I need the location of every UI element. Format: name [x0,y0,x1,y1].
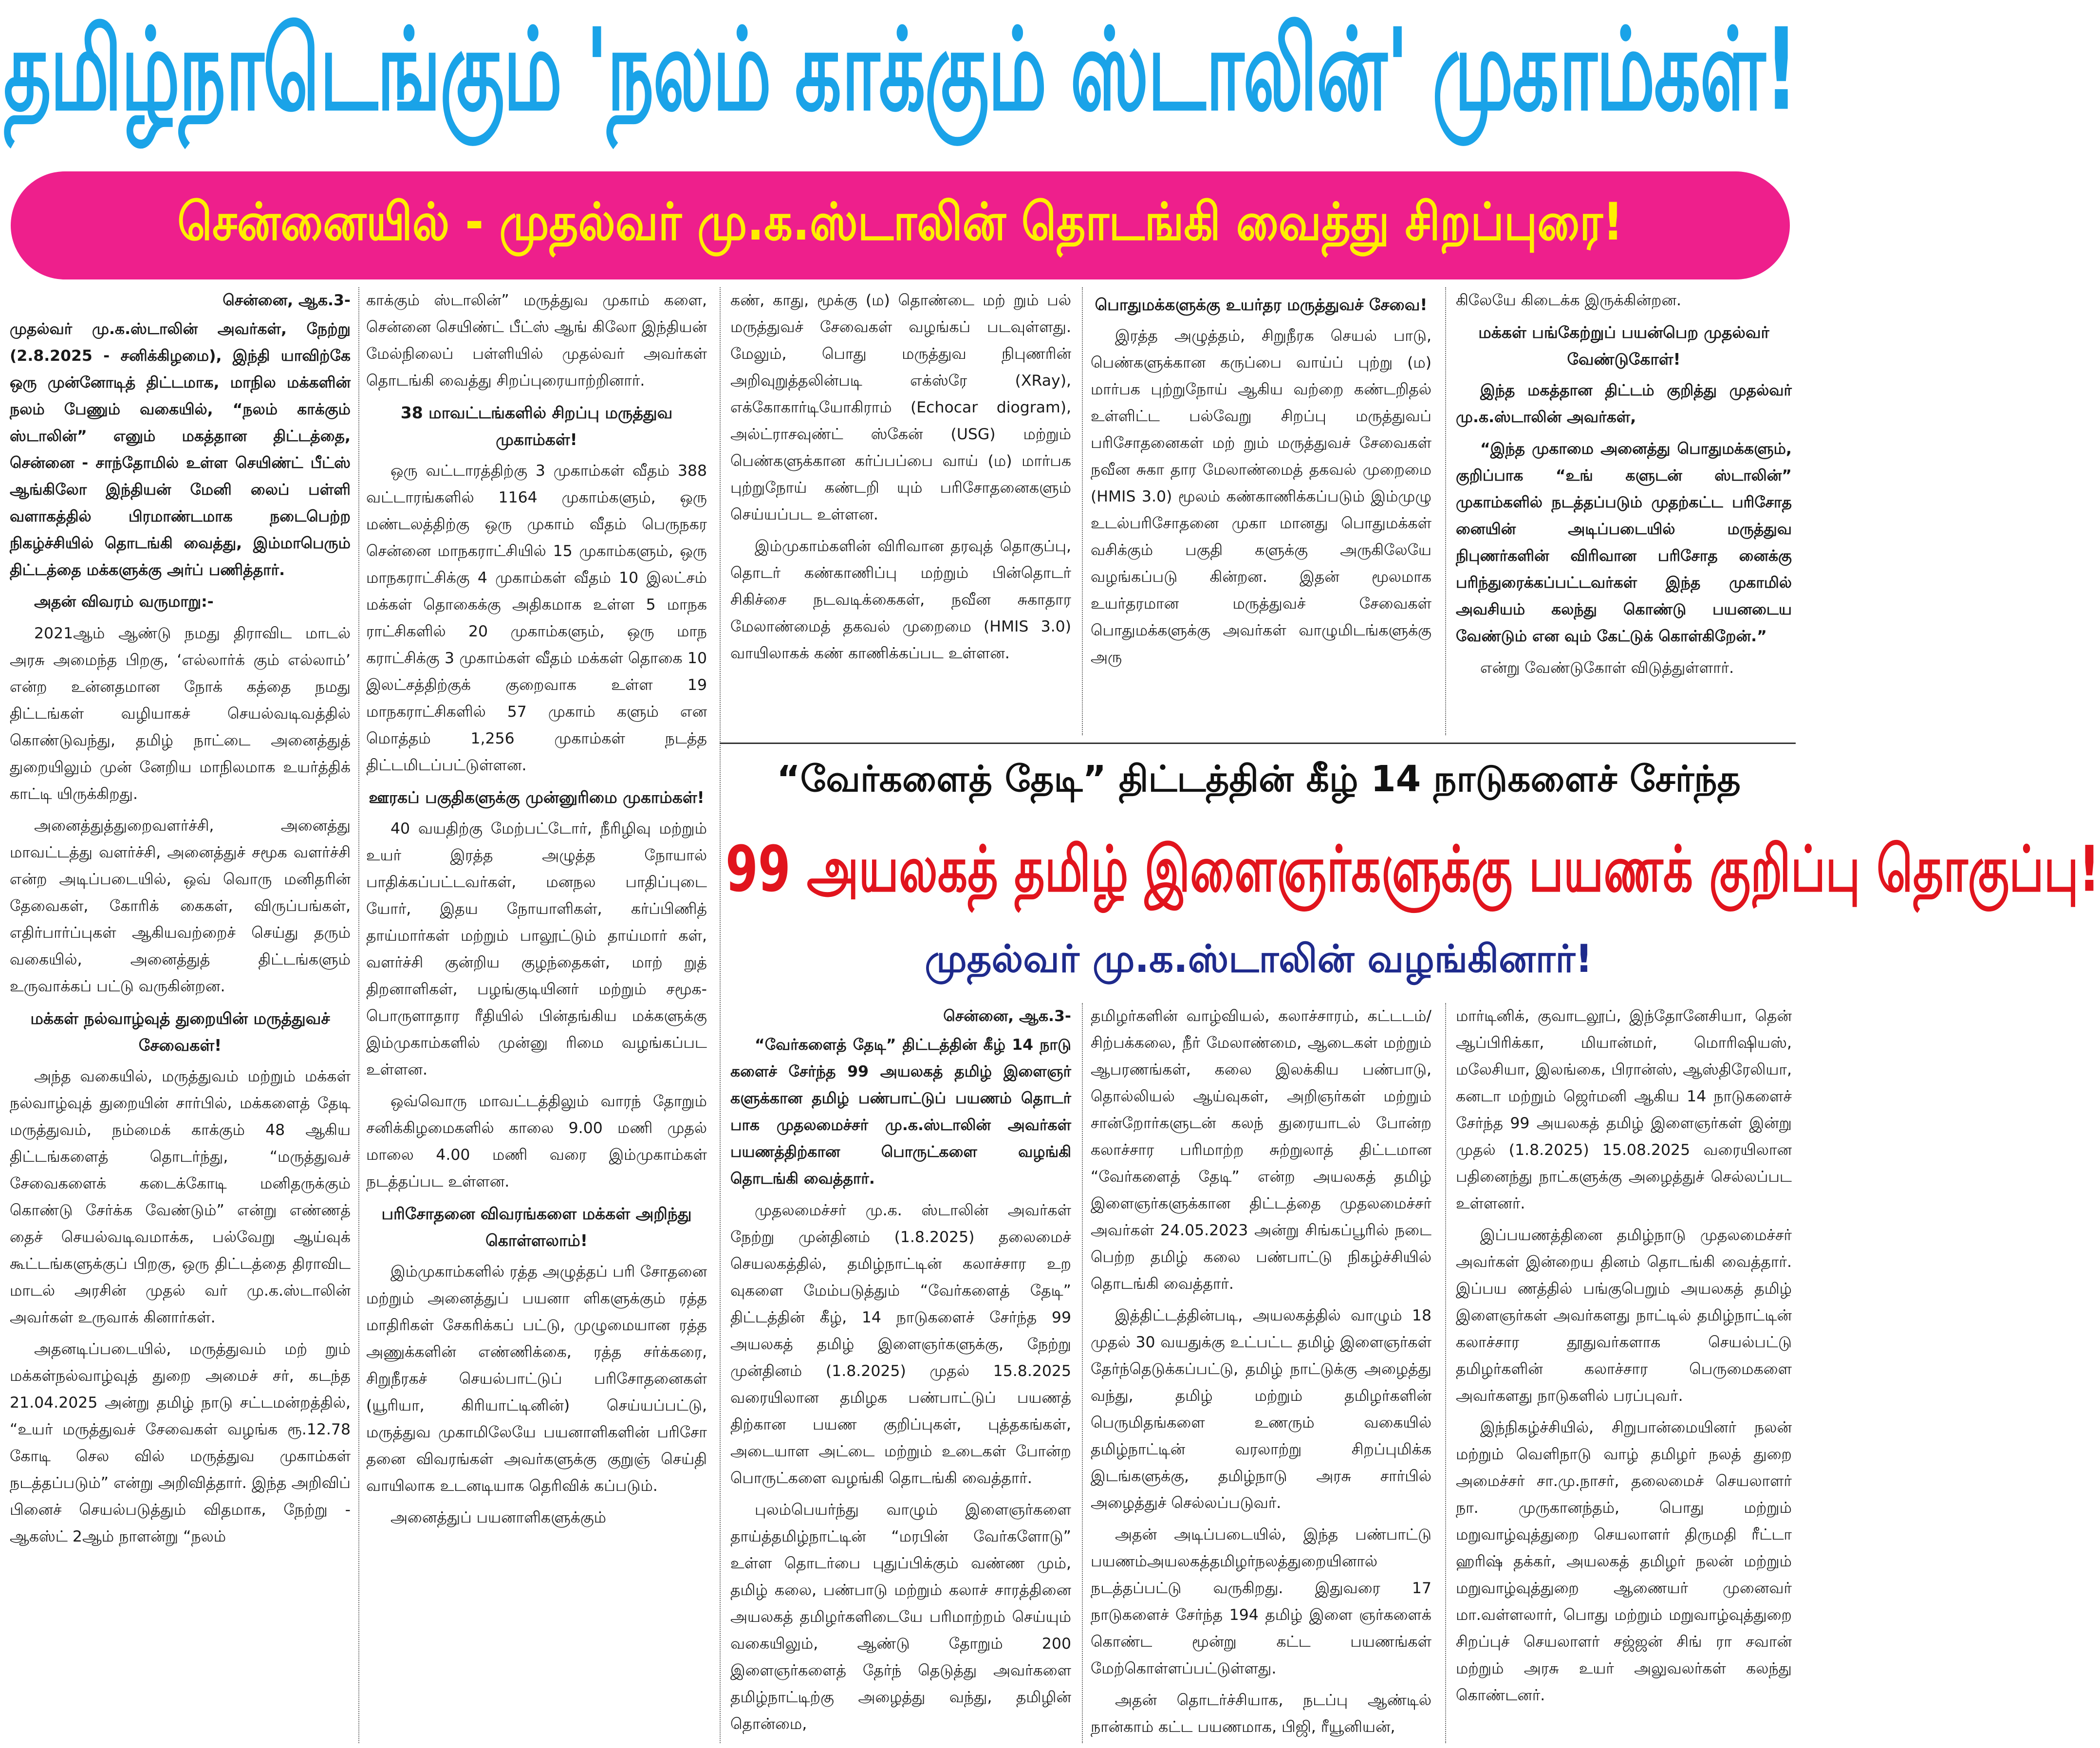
dateline: சென்னை, ஆக.3- [943,1007,1071,1025]
paragraph: கண், காது, மூக்கு (ம) தொண்டை மற் றும் பல் மருத்துவச் சேவைகள் வழங்கப் படவுள்ளது. மேலும், பொது மருத்துவ நிபுணரின் அறிவுறுத்தலின்படி எக்ஸ்ரே (XRay), எக்கோகார்டியோகிராம் (Echocar diogram), அல்ட்ராசவுண்ட் ஸ்கேன் (USG) மற்றும் பெண்களுக்கான கர்ப்பப்பை வாய் (ம) மார்பக புற்றுநோய் கண்டறி யும் பரிசோதனைகளும் செய்யப்பட உள்ளன. [730,292,1071,523]
paragraph: அதன் தொடர்ச்சியாக, நடப்பு ஆண்டில் நான்காம் கட்ட பயணமாக, பிஜி, ரீயூனியன், [1091,1692,1431,1736]
article-column-1 [10,287,351,1743]
lead-paragraph: “வேர்களைத் தேடி” திட்டத்தின் கீழ் 14 நாடு களைச் சேர்ந்த 99 அயலகத் தமிழ் இளைஞர் களுக்கான தமிழ் பண்பாட்டுப் பயணம் தொடர் பாக முதலமைச்சர் மு.க.ஸ்டாலின் அவர்கள் பயணத்திற்கான பொருட்களை வழங்கி தொடங்கி வைத்தார். [730,1036,1071,1188]
paragraph: ஒரு வட்டாரத்திற்கு 3 முகாம்கள் வீதம் 388 வட்டாரங்களில் 1164 முகாம்களும், ஒரு மண்டலத்திற்கு ஒரு முகாம் வீதம் பெருநகர சென்னை மாநகராட்சியில் 15 முகாம்களும், ஒரு மாநகராட்சிக்கு 4 முகாம்கள் வீதம் 10 இலட்சம் மக்கள் தொகைக்கு அதிகமாக உள்ள 5 மாநக ராட்சிகளில் 20 முகாம்களும், ஒரு மாந கராட்சிக்கு 3 முகாம்கள் வீதம் மக்கள் தொகை 10 இலட்சத்திற்குக் குறைவாக உள்ள 19 மாநகராட்சிகளில் 57 முகாம் களும் என மொத்தம் 1,256 முகாம்கள் நடத்த திட்டமிடப்பட்டுள்ளன. [366,462,707,774]
intro-line: அதன் விவரம் வருமாறு:- [34,593,214,611]
column-divider [358,287,359,1743]
paragraph: அந்த வகையில், மருத்துவம் மற்றும் மக்கள் நல்வாழ்வுத் துறையின் சார்பில், மக்களைத் தேடி மருத்துவம், நம்மைக் காக்கும் 48 ஆகிய திட்டங்களைத் தொடர்ந்து, “மருத்துவச் சேவைகளைக் கடைக்கோடி மனிதருக்கும் கொண்டு சேர்க்க வேண்டும்” என்று எண்ணத் தைச் செயல்வடிவமாக்க, பல்வேறு ஆய்வுக் கூட்டங்களுக்குப் பிறகு, ஒரு திட்டத்தை திராவிட மாடல் அரசின் முதல் வர் மு.க.ஸ்டாலின் அவர்கள் உருவாக் கினார்கள். [10,1068,351,1326]
story-divider [720,743,1796,744]
paragraph: ஒவ்வொரு மாவட்டத்திலும் வாரந் தோறும் சனிக்கிழமைகளில் காலை 9.00 மணி முதல் மாலை 4.00 மணி வரை இம்முகாம்கள் நடத்தப்பட உள்ளன. [366,1093,707,1190]
article-column-6 [730,1003,1071,1743]
subheading: பரிசோதனை விவரங்களை மக்கள் அறிந்து கொள்ளலாம்! [381,1204,692,1250]
subheading: பொதுமக்களுக்கு உயர்தர மருத்துவச் சேவை! [1095,295,1428,314]
paragraph: அதன் அடிப்படையில், இந்த பண்பாட்டு பயணம்அயலகத்தமிழர்நலத்துறையினால் நடத்தப்பட்டு வருகிறது. இதுவரை 17 நாடுகளைச் சேர்ந்த 194 தமிழ் இளை ஞர்களைக் கொண்ட மூன்று கட்ட பயணங்கள் மேற்கொள்ளப்பட்டுள்ளது. [1091,1526,1431,1677]
paragraph: முதலமைச்சர் மு.க. ஸ்டாலின் அவர்கள் நேற்று முன்தினம் (1.8.2025) தலைமைச் செயலகத்தில், தமிழ்நாட்டின் கலாச்சார உற வுகளை மேம்படுத்தும் “வேர்களைத் தேடி” திட்டத்தின் கீழ், 14 நாடுகளைச் சேர்ந்த 99 அயலகத் தமிழ் இளைஞர்களுக்கு, நேற்று முன்தினம் (1.8.2025) முதல் 15.8.2025 வரையிலான தமிழக பண்பாட்டுப் பயணத் திற்கான பயண குறிப்புகள், புத்தகங்கள், அடையாள அட்டை மற்றும் உடைகள் போன்ற பொருட்களை வழங்கி தொடங்கி வைத்தார். [730,1202,1071,1487]
column-divider [1082,1003,1083,1743]
paragraph: இரத்த அழுத்தம், சிறுநீரக செயல் பாடு, பெண்களுக்கான கருப்பை வாய்ப் புற்று (ம) மார்பக புற்றுநோய் ஆகிய வற்றை கண்டறிதல் உள்ளிட்ட பல்வேறு சிறப்பு மருத்துவப் பரிசோதனைகள் மற் றும் மருத்துவச் சேவைகள் நவீன சுகா தார மேலாண்மைத் தகவல் முறைமை (HMIS 3.0) மூலம் கண்காணிக்கப்படும் இம்முழு உடல்பரிசோதனை முகா மானது பொதுமக்கள் வசிக்கும் பகுதி களுக்கு அருகிலேயே வழங்கப்படு கின்றன. இதன் மூலமாக உயர்தரமான மருத்துவச் சேவைகள் பொதுமக்களுக்கு அவர்கள் வாழுமிடங்களுக்கு அரு [1091,327,1431,666]
article-column-8 [1456,1003,1792,1743]
headline-text: தமிழ்நாடெங்கும் 'நலம் காக்கும் ஸ்டாலின்' முகாம்கள்! [3,4,1797,136]
article-column-4 [1091,287,1431,735]
column-divider [1445,1003,1446,1743]
paragraph: 40 வயதிற்கு மேற்பட்டோர், நீரிழிவு மற்றும் உயர் இரத்த அழுத்த நோயால் பாதிக்கப்பட்டவர்கள், மனநல பாதிப்புடை யோர், இதய நோயாளிகள், கர்ப்பிணித் தாய்மார்கள் மற்றும் பாலூட்டும் தாய்மார் கள், வளர்ச்சி குன்றிய குழந்தைகள், மாற் றுத் திறனாளிகள், பழங்குடியினர் மற்றும் சமூக-பொருளாதார ரீதியில் பின்தங்கிய மக்களுக்கு இம்முகாம்களில் முன்னு ரிமை வழங்கப்பட உள்ளன. [366,820,707,1079]
paragraph: அதனடிப்படையில், மருத்துவம் மற் றும் மக்கள்நல்வாழ்வுத் துறை அமைச் சர், கடந்த 21.04.2025 அன்று தமிழ் நாடு சட்டமன்றத்தில், “உயர் மருத்துவச் சேவைகள் வழங்க ரூ.12.78 கோடி செல வில் மருத்துவ முகாம்கள் நடத்தப்படும்” என்று அறிவித்தார். இந்த அறிவிப் பினைச் செயல்படுத்தும் விதமாக, நேற்று - ஆகஸ்ட் 2ஆம் நாளன்று “நலம் [10,1340,351,1545]
main-headline [0,0,1801,156]
paragraph: இம்முகாம்களில் ரத்த அழுத்தப் பரி சோதனை மற்றும் அனைத்துப் பயனா ளிகளுக்கும் ரத்த மாதிரிகள் சேகரிக்கப் பட்டு, முழுமையான ரத்த அணுக்களின் எண்ணிக்கை, ரத்த சர்க்கரை, சிறுநீரகச் செயல்பாட்டுப் பரிசோதனைகள் (யூரியா, கிரியாட்டினின்) செய்யப்பட்டு, மருத்துவ முகாமிலேயே பயனாளிகளின் பரிசோ தனை விவரங்கள் அவர்களுக்கு குறுஞ் செய்தி வாயிலாக உடனடியாக தெரிவிக் கப்படும். [366,1263,707,1495]
banner-text: சென்னையில் - முதல்வர் மு.க.ஸ்டாலின் தொடங்கி வைத்து சிறப்புரை! [177,192,1623,252]
paragraph: காக்கும் ஸ்டாலின்” மருத்துவ முகாம் களை, சென்னை செயிண்ட் பீட்ஸ் ஆங் கிலோ இந்தியன் மேல்நிலைப் பள்ளியில் முதல்வர் அவர்கள் தொடங்கி வைத்து சிறப்புரையாற்றினார். [366,292,707,390]
subheading: மக்கள் பங்கேற்றுப் பயன்பெற முதல்வர் வேண்டுகோள்! [1478,323,1769,369]
subheading: 38 மாவட்டங்களில் சிறப்பு மருத்துவ முகாம்கள்! [400,403,673,449]
paragraph: அனைத்துத்துறைவளர்ச்சி, அனைத்து மாவட்டத்து வளர்ச்சி, அனைத்துச் சமூக வளர்ச்சி என்ற அடிப்படையில், ஒவ் வொரு மனிதரின் தேவைகள், கோரிக் கைகள், விருப்பங்கள், எதிர்பார்ப்புகள் ஆகியவற்றைச் செய்து தரும் வகையில், அனைத்துத் திட்டங்களும் உருவாக்கப் பட்டு வருகின்றன. [10,817,351,995]
column-divider [1445,287,1446,735]
paragraph: கிலேயே கிடைக்க இருக்கின்றன. [1456,292,1682,309]
story2-headline: 99 அயலகத் தமிழ் இளைஞர்களுக்கு பயணக் குறிப்பு தொகுப்பு! [725,832,2100,906]
column-divider [720,287,721,1743]
subheading: ஊரகப் பகுதிகளுக்கு முன்னுரிமை முகாம்கள்! [369,788,705,807]
story2-subheadline: முதல்வர் மு.க.ஸ்டாலின் வழங்கினார்! [925,937,1593,981]
paragraph: புலம்பெயர்ந்து வாழும் இளைஞர்களை தாய்த்தமிழ்நாட்டின் “மரபின் வேர்களோடு” உள்ள தொடர்பை புதுப்பிக்கும் வண்ண மும், தமிழ் கலை, பண்பாடு மற்றும் கலாச் சாரத்தினை அயலகத் தமிழர்களிடையே பரிமாற்றம் செய்யும் வகையிலும், ஆண்டு தோறும் 200 இளைஞர்களைத் தேர்ந் தெடுத்து அவர்களை தமிழ்நாட்டிற்கு அழைத்து வந்து, தமிழின் தொன்மை, [730,1501,1071,1733]
subheading: மக்கள் நல்வாழ்வுத் துறையின் மருத்துவச் சேவைகள்! [30,1009,330,1055]
article-column-5 [1456,287,1792,735]
article-column-3 [730,287,1071,735]
paragraph: மார்டினிக், குவாடலூப், இந்தோனேசியா, தென் ஆப்பிரிக்கா, மியான்மர், மொரிஷியஸ், மலேசியா, இலங்கை, பிரான்ஸ், ஆஸ்திரேலியா, கனடா மற்றும் ஜெர்மனி ஆகிய 14 நாடுகளைச் சேர்ந்த 99 அயலகத் தமிழ் இளைஞர்கள் இன்று முதல் (1.8.2025) 15.08.2025 வரையிலான பதினைந்து நாட்களுக்கு அழைத்துச் செல்லப்பட உள்ளனர். [1456,1007,1792,1212]
paragraph: இந்த மகத்தான திட்டம் குறித்து முதல்வர் மு.க.ஸ்டாலின் அவர்கள், [1456,382,1792,426]
paragraph: இப்பயணத்தினை தமிழ்நாடு முதலமைச்சர் அவர்கள் இன்றைய தினம் தொடங்கி வைத்தார். இப்பய ணத்தில் பங்குபெறும் அயலகத் தமிழ் இளைஞர்கள் அவர்களது நாட்டில் தமிழ்நாட்டின் கலாச்சார தூதுவர்களாக செயல்பட்டு தமிழர்களின் கலாச்சார பெருமைகளை அவர்களது நாடுகளில் பரப்புவர். [1456,1227,1792,1405]
paragraph: இத்திட்டத்தின்படி, அயலகத்தில் வாழும் 18 முதல் 30 வயதுக்கு உட்பட்ட தமிழ் இளைஞர்கள் தேர்ந்தெடுக்கப்பட்டு, தமிழ் நாட்டுக்கு அழைத்து வந்து, தமிழ் மற்றும் தமிழர்களின் பெருமிதங்களை உணரும் வகையில் தமிழ்நாட்டின் வரலாற்று சிறப்புமிக்க இடங்களுக்கு, தமிழ்நாடு அரசு சார்பில் அழைத்துச் செல்லப்படுவர். [1091,1307,1431,1512]
paragraph: 2021ஆம் ஆண்டு நமது திராவிட மாடல் அரசு அமைந்த பிறகு, ‘எல்லார்க் கும் எல்லாம்’ என்ற உன்னதமான நோக் கத்தை நமது திட்டங்கள் வழியாகச் செயல்வடிவத்தில் கொண்டுவந்து, தமிழ் நாட்டை அனைத்துத் துறையிலும் முன் னேறிய மாநிலமாக உயர்த்திக் காட்டி யிருக்கிறது. [10,625,351,803]
paragraph: என்று வேண்டுகோள் விடுத்துள்ளார். [1480,659,1734,677]
article-column-2 [366,287,707,1743]
paragraph: இந்நிகழ்ச்சியில், சிறுபான்மையினர் நலன் மற்றும் வெளிநாடு வாழ் தமிழர் நலத் துறை அமைச்சர் சா.மு.நாசர், தலைமைச் செயலாளர் நா. முருகானந்தம், பொது மற்றும் மறுவாழ்வுத்துறை செயலாளர் திருமதி ரீட்டா ஹரிஷ் தக்கர், அயலகத் தமிழர் நலன் மற்றும் மறுவாழ்வுத்துறை ஆணையர் முனைவர் மா.வள்ளலார், பொது மற்றும் மறுவாழ்வுத்துறை சிறப்புச் செயலாளர் சஜ்ஜன் சிங் ரா சவான் மற்றும் அரசு உயர் அலுவலர்கள் கலந்து கொண்டனர். [1456,1419,1792,1704]
quote-paragraph: “இந்த முகாமை அனைத்து பொதுமக்களும், குறிப்பாக “உங் களுடன் ஸ்டாலின்” முகாம்களில் நடத்தப்படும் முதற்கட்ட பரிசோத னையின் அடிப்படையில் மருத்துவ நிபுணர்களின் விரிவான பரிசோத னைக்கு பரிந்துரைக்கப்பட்டவர்கள் இந்த முகாமில் அவசியம் கலந்து கொண்டு பயனடைய வேண்டும் என வும் கேட்டுக் கொள்கிறேன்.” [1456,440,1792,645]
column-divider [1082,287,1083,735]
article-column-7 [1091,1003,1431,1743]
lead-paragraph: முதல்வர் மு.க.ஸ்டாலின் அவர்கள், நேற்று (2.8.2025 - சனிக்கிழமை), இந்தி யாவிற்கே ஒரு முன்னோடித் திட்டமாக, மாநில மக்களின் நலம் பேணும் வகையில், “நலம் காக்கும் ஸ்டாலின்” எனும் மகத்தான திட்டத்தை, சென்னை - சாந்தோமில் உள்ள செயிண்ட் பீட்ஸ் ஆங்கிலோ இந்தியன் மேனி லைப் பள்ளி வளாகத்தில் பிரமாண்டமாக நடைபெற்ற நிகழ்ச்சியில் தொடங்கி வைத்து, இம்மாபெரும் திட்டத்தை மக்களுக்கு அர்ப் பணித்தார். [10,320,351,579]
dateline: சென்னை, ஆக.3- [223,292,351,309]
paragraph: இம்முகாம்களின் விரிவான தரவுத் தொகுப்பு, தொடர் கண்காணிப்பு மற்றும் பின்தொடர் சிகிச்சை நடவடிக்கைகள், நவீன சுகாதார மேலாண்மைத் தகவல் முறைமை (HMIS 3.0) வாயிலாகக் கண் காணிக்கப்பட உள்ளன. [730,538,1071,662]
paragraph: அனைத்துப் பயனாளிகளுக்கும் [390,1509,607,1526]
subtitle-banner [11,171,1790,279]
story2-kicker: “வேர்களைத் தேடி” திட்டத்தின் கீழ் 14 நாடுகளைச் சேர்ந்த [777,758,1741,800]
paragraph: தமிழர்களின் வாழ்வியல், கலாச்சாரம், கட்டடம்/சிற்பக்கலை, நீர் மேலாண்மை, ஆடைகள் மற்றும் ஆபரணங்கள், கலை இலக்கிய பண்பாடு, தொல்லியல் ஆய்வுகள், அறிஞர்கள் மற்றும் சான்றோர்களுடன் கலந் துரையாடல் போன்ற கலாச்சார பரிமாற்ற சுற்றுலாத் திட்டமான “வேர்களைத் தேடி” என்ற அயலகத் தமிழ் இளைஞர்களுக்கான திட்டத்தை முதலமைச்சர் அவர்கள் 24.05.2023 அன்று சிங்கப்பூரில் நடை பெற்ற தமிழ் கலை பண்பாட்டு நிகழ்ச்சியில் தொடங்கி வைத்தார். [1091,1007,1431,1293]
